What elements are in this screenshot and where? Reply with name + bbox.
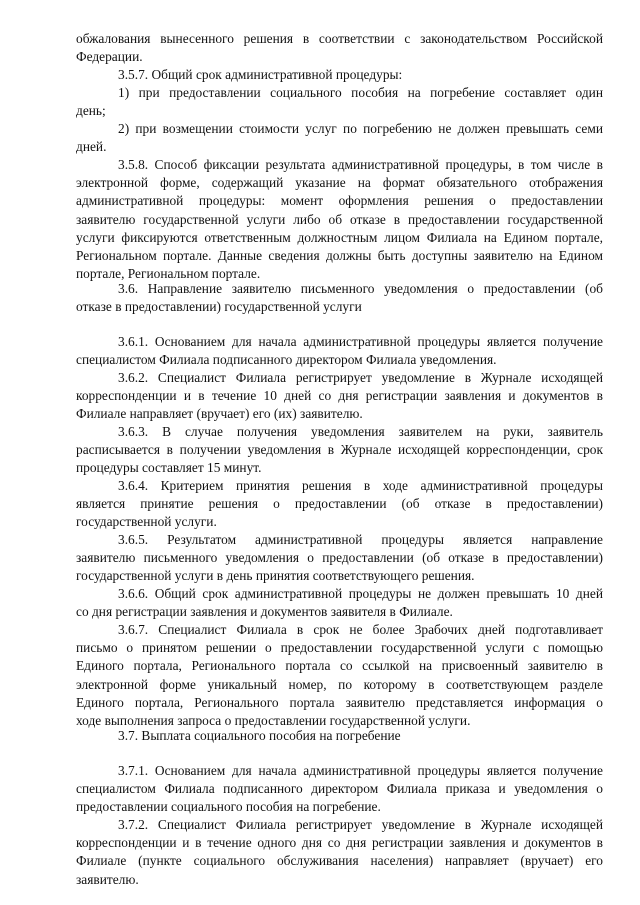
- text-line: расписывается в получении уведомления в Журнале исходящей корреспонденции, срок: [76, 442, 603, 458]
- paragraph-3-6-7: [76, 621, 603, 730]
- text-line: предоставлении социального пособия на погребение.: [76, 799, 381, 815]
- text-line: заявителю.: [76, 871, 139, 887]
- text-line: 3.6.6. Общий срок административной процедуры не должен превышать 10 дней: [118, 586, 603, 601]
- text-line: государственной услуги.: [76, 514, 217, 530]
- paragraph-3-7-1: [76, 762, 603, 817]
- text-line: услуги фиксируются ответственным должностным лицом Филиала на Едином портале,: [76, 229, 603, 245]
- text-line: административной процедуры: момент оформления решения о предоставлении: [76, 193, 603, 209]
- text-line: 3.6.7. Специалист Филиала в срок не более 3рабочих дней подготавливает: [118, 622, 603, 637]
- text-line: Единого портала, Регионального портала со ссылкой на присвоенный заявителю в: [76, 658, 603, 674]
- text-line: 2) при возмещении стоимости услуг по погребению не должен превышать семи: [118, 121, 603, 136]
- text-line: корреспонденции и в течение 10 дней со дня регистрации заявления и документов в: [76, 388, 603, 404]
- text-line: заявителю государственной услуги либо об отказе в предоставлении государственной: [76, 211, 603, 227]
- text-line: со дня регистрации заявления и документов заявителя в Филиале.: [76, 604, 453, 620]
- text-line: 3.7.2. Специалист Филиала регистрирует уведомление в Журнале исходящей: [118, 817, 603, 832]
- text-line: является принятие решения о предоставлении (об отказе в предоставлении): [76, 496, 603, 512]
- text-line: специалистом Филиала подписанного директором Филиала уведомления.: [76, 352, 497, 368]
- text-line: 3.5.8. Способ фиксации результата административной процедуры, в том числе в: [118, 157, 603, 172]
- paragraph-3-6-6: [76, 585, 603, 621]
- text-line: 1) при предоставлении социального пособия на погребение составляет один: [118, 85, 603, 100]
- text-line: заявителю письменного уведомления о предоставлении (об отказе в предоставлении): [76, 550, 603, 566]
- paragraph-3-6-5: [76, 531, 603, 586]
- paragraph-3-6-2: [76, 369, 603, 424]
- text-line: отказе в предоставлении) государственной услуги: [76, 299, 362, 315]
- text-line: 3.7.1. Основанием для начала административной процедуры является получение: [118, 763, 603, 778]
- paragraph-3-6-1: [76, 333, 603, 369]
- text-line: обжалования вынесенного решения в соответствии с законодательством Российской: [76, 31, 603, 46]
- paragraph-3-5-8: [76, 156, 603, 283]
- text-line: специалистом Филиала подписанного директором Филиала приказа и уведомления о: [76, 781, 603, 797]
- section-heading-3-6: [76, 280, 603, 316]
- text-line: процедуры составляет 15 минут.: [76, 460, 262, 476]
- text-line: 3.6. Направление заявителю письменного уведомления о предоставлении (об: [118, 281, 603, 296]
- text-line: дней.: [76, 139, 107, 155]
- text-line: электронной форме уникальный номер, по которому в соответствующем разделе: [76, 676, 603, 692]
- text-line: 3.6.3. В случае получения уведомления заявителем на руки, заявитель: [118, 424, 603, 439]
- text-line: 3.6.1. Основанием для начала административной процедуры является получение: [118, 334, 603, 349]
- paragraph-3-5-7: [76, 66, 603, 84]
- text-line: день;: [76, 103, 106, 119]
- paragraph-3-5-7-item-1: [76, 84, 603, 120]
- text-line: корреспонденции и в течение одного дня со дня регистрации заявления и документов в: [76, 835, 603, 851]
- text-line: государственной услуги в день принятия соответствующего решения.: [76, 568, 475, 584]
- text-line: 3.5.7. Общий срок административной процедуры:: [118, 67, 403, 82]
- paragraph-appeal-continuation: [76, 30, 603, 66]
- text-line: 3.7. Выплата социального пособия на погребение: [118, 728, 401, 743]
- paragraph-3-7-2: [76, 816, 603, 889]
- text-line: портале, Региональном портале.: [76, 266, 261, 282]
- text-line: Региональном портале. Данные сведения должны быть доступны заявителю на Едином: [76, 248, 603, 264]
- text-line: Филиале направляет (вручает) его (их) заявителю.: [76, 406, 363, 422]
- paragraph-3-6-3: [76, 423, 603, 478]
- text-line: Федерации.: [76, 49, 143, 65]
- paragraph-3-6-4: [76, 477, 603, 532]
- text-line: 3.6.4. Критерием принятия решения в ходе административной процедуры: [118, 478, 603, 493]
- text-line: ходе выполнения запроса о предоставлении государственной услуги.: [76, 713, 471, 729]
- text-line: 3.6.5. Результатом административной процедуры является направление: [118, 532, 603, 547]
- section-heading-3-7: [76, 727, 603, 745]
- text-line: Филиале (пункте социального обслуживания населения) направляет (вручает) его: [76, 853, 603, 869]
- text-line: 3.6.2. Специалист Филиала регистрирует уведомление в Журнале исходящей: [118, 370, 603, 385]
- text-line: письмо о принятом решении о предоставлении государственной услуги с помощью: [76, 640, 603, 656]
- text-line: Единого портала, Регионального портала заявителю представляется информация о: [76, 694, 603, 710]
- text-line: электронной форме, содержащий указание на формат обязательного отображения: [76, 175, 603, 191]
- paragraph-3-5-7-item-2: [76, 120, 603, 156]
